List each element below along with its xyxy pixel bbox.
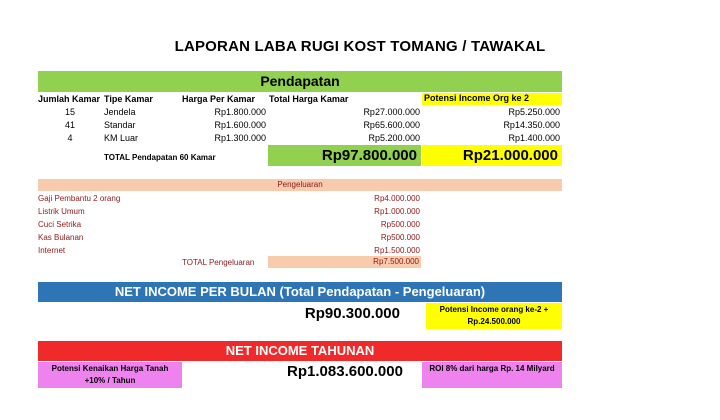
exp2-value: Rp1.000.000	[374, 207, 420, 216]
exp3-value: Rp500.000	[380, 220, 420, 229]
net-bulan-heading: NET INCOME PER BULAN (Total Pendapatan - Pengeluaran)	[38, 282, 562, 302]
row3-jumlah: 4	[67, 133, 73, 143]
net-bulan-potensi	[426, 303, 562, 329]
exp3-label: Cuci Setrika	[38, 220, 82, 229]
row2-harga: Rp1.600.000	[214, 120, 266, 130]
net-bulan-potensi-line2: Rp.24.500.000	[467, 317, 521, 326]
row3-potensi: Rp1.400.000	[508, 133, 560, 143]
exp5-label: Internet	[38, 246, 66, 255]
exp5-value: Rp1.500.000	[374, 246, 420, 255]
net-bulan-potensi-line1: Potensi Income orang ke-2 +	[439, 305, 549, 314]
exp2-label: Listrik Umum	[38, 207, 85, 216]
net-tahun-left-line1: Potensi Kenaikan Harga Tanah	[51, 364, 169, 373]
row3-tipe: KM Luar	[104, 133, 139, 143]
exp4-value: Rp500.000	[380, 233, 420, 242]
net-tahun-value: Rp1.083.600.000	[287, 363, 403, 380]
net-tahun-heading: NET INCOME TAHUNAN	[38, 341, 562, 361]
header-total-harga: Total Harga Kamar	[269, 94, 349, 104]
row1-potensi: Rp5.250.000	[508, 107, 560, 117]
row2-tipe: Standar	[104, 120, 136, 130]
pendapatan-heading: Pendapatan	[38, 71, 562, 92]
total-pengeluaran-label: TOTAL Pengeluaran	[182, 258, 255, 267]
row1-harga: Rp1.800.000	[214, 107, 266, 117]
row1-jumlah: 15	[64, 107, 75, 117]
header-jumlah-kamar: Jumlah Kamar	[38, 94, 101, 104]
total-pendapatan-label: TOTAL Pendapatan 60 Kamar	[104, 153, 216, 162]
net-tahun-left-box	[38, 362, 182, 388]
net-bulan-value: Rp90.300.000	[304, 305, 400, 322]
exp1-label: Gaji Pembantu 2 orang	[38, 194, 121, 203]
row2-potensi: Rp14.350.000	[503, 120, 560, 130]
total-pendapatan-value: Rp97.800.000	[268, 145, 421, 166]
page-title: LAPORAN LABA RUGI KOST TOMANG / TAWAKAL	[174, 38, 546, 55]
exp1-value: Rp4.000.000	[374, 194, 420, 203]
total-potensi-value: Rp21.000.000	[422, 145, 562, 166]
net-tahun-roi: ROI 8% dari harga Rp. 14 Milyard	[422, 362, 562, 388]
header-potensi: Potensi Income Org ke 2	[422, 93, 562, 105]
header-harga-per-kamar: Harga Per Kamar	[182, 94, 256, 104]
row3-total: Rp5.200.000	[368, 133, 420, 143]
exp4-label: Kas Bulanan	[38, 233, 84, 242]
header-tipe-kamar: Tipe Kamar	[104, 94, 153, 104]
pengeluaran-heading: Pengeluaran	[38, 179, 562, 191]
net-tahun-left-line2: +10% / Tahun	[84, 376, 136, 385]
row2-total: Rp65.600.000	[363, 120, 420, 130]
row1-total: Rp27.000.000	[363, 107, 420, 117]
row3-harga: Rp1.300.000	[214, 133, 266, 143]
total-pengeluaran-value: Rp7.500.000	[268, 256, 421, 268]
row2-jumlah: 41	[64, 120, 75, 130]
row1-tipe: Jendela	[104, 107, 136, 117]
